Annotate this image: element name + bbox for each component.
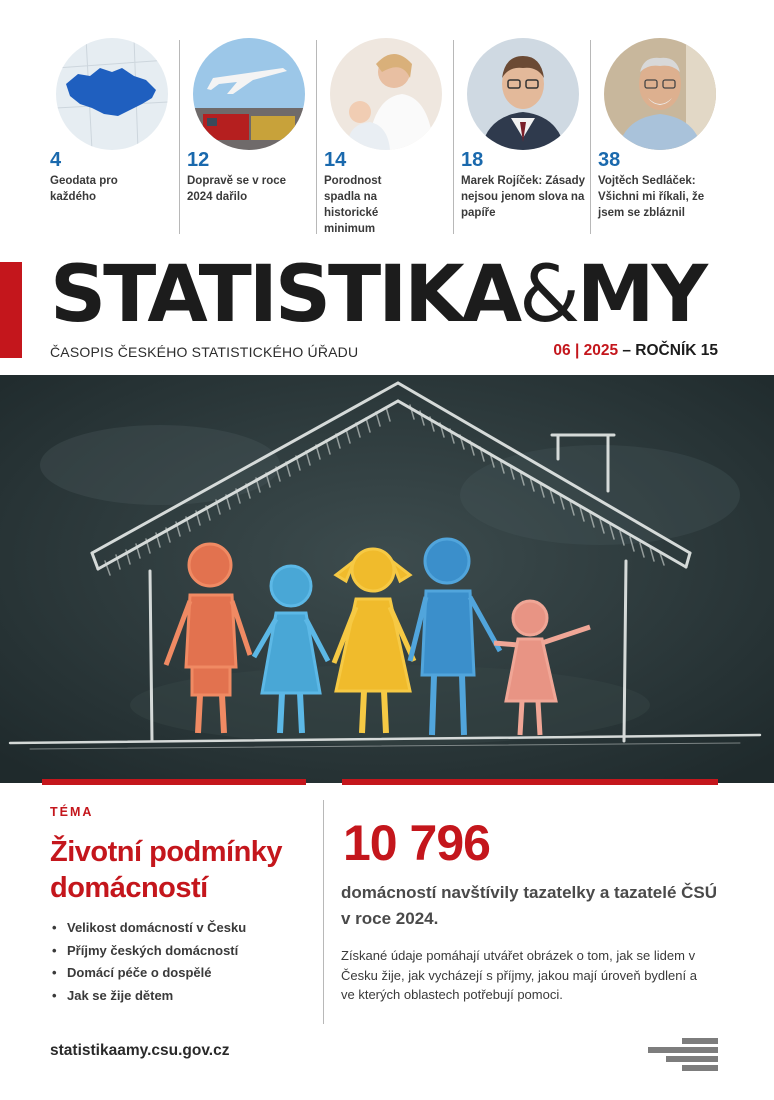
teaser-porodnost[interactable] [324,38,452,234]
title-part: STATISTIKA [50,250,520,340]
teaser-page-number: 12 [187,149,210,171]
highlight-lead: domácností navštívily tazatelky a tazatelé ČSÚ v roce 2024. [341,883,718,928]
list-item[interactable]: • Velikost domácností v Česku [50,917,320,940]
airplane-train-photo [193,38,305,150]
portrait-photo [467,38,579,150]
issue-info [553,342,718,360]
divider [179,40,180,234]
divider [453,40,454,234]
accent-line [342,779,718,785]
teaser-title: Porodnost spadla na historické minimum [324,175,382,235]
section-label: TÉMA [50,805,94,819]
volume-number: – ROČNÍK 15 [618,342,718,359]
teaser-page-number: 38 [598,149,621,171]
magazine-title [50,250,705,340]
cover-story-title[interactable]: Životní podmínky domácností [50,836,283,904]
list-item[interactable]: • Příjmy českých domácností [50,940,320,963]
teaser-doprava[interactable] [187,38,315,234]
topic-list [50,917,320,1007]
teaser-title: Marek Rojíček: Zásady nejsou jenom slova na papíře [461,175,586,219]
divider [590,40,591,234]
csu-logo-icon [648,1038,718,1072]
list-item[interactable]: • Domácí péče o dospělé [50,962,320,985]
website-link[interactable]: statistikaamy.csu.gov.cz [50,1042,230,1059]
teaser-strip [50,38,718,234]
teaser-geodata[interactable] [50,38,178,234]
highlight-number: 10 796 [343,815,490,871]
column-divider [323,800,324,1024]
teaser-page-number: 4 [50,149,62,171]
czech-map-icon [56,38,168,150]
teaser-rojicek[interactable] [461,38,589,234]
teaser-page-number: 14 [324,149,347,171]
chalk-family-house-icon [0,375,774,783]
teaser-title: Vojtěch Sedláček: Všichni mi říkali, že jsem se zbláznil [598,175,705,219]
magazine-subtitle: ČASOPIS ČESKÉHO STATISTICKÉHO ÚŘADU [50,344,359,360]
cover-illustration [0,375,774,783]
highlight-body: Získané údaje pomáhají utvářet obrázek o tom, jak se lidem v Česku žije, jak vycházejí s příjmy, jakou mají úroveň bydlení a ve kterých oblastech potřebují pomoci. [341,948,697,1002]
accent-line [42,779,306,785]
mother-baby-photo [330,38,442,150]
teaser-title: Dopravě se v roce 2024 dařilo [187,175,287,203]
title-ampersand: & [519,250,577,340]
teaser-title: Geodata pro každého [50,175,118,203]
title-part: MY [576,250,706,340]
divider [316,40,317,234]
teaser-page-number: 18 [461,149,484,171]
masthead-accent-bar [0,262,22,358]
teaser-sedlacek[interactable] [598,38,726,234]
issue-number: 06 | 2025 [553,342,619,359]
portrait-photo [604,38,716,150]
list-item[interactable]: • Jak se žije dětem [50,985,320,1008]
